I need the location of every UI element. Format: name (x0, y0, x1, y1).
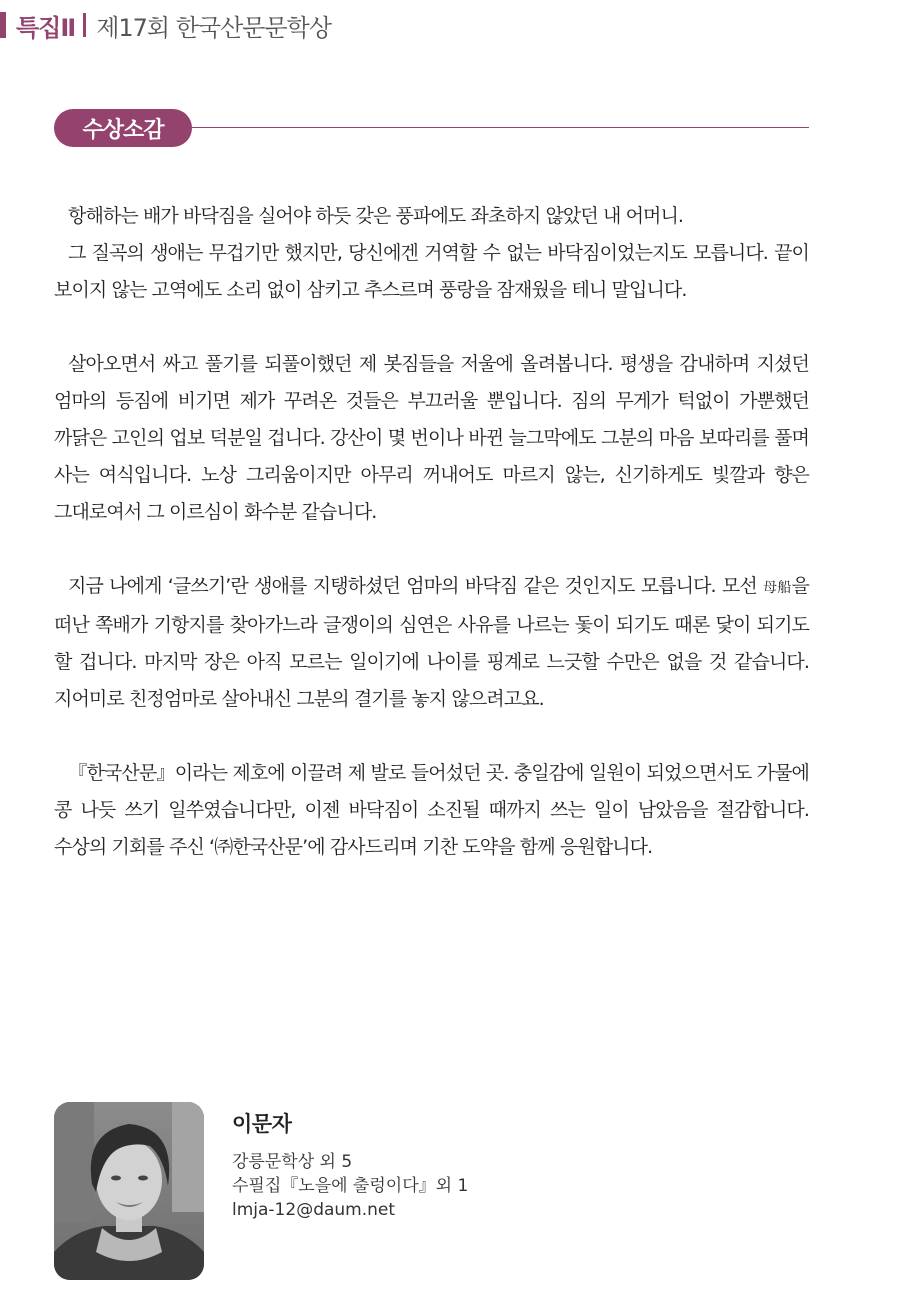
paragraph-3-hanja: 母船 (763, 580, 792, 596)
section-badge: 수상소감 (54, 109, 192, 147)
paragraph-4 (54, 755, 809, 866)
author-email: lmja-12@daum.net (232, 1200, 396, 1220)
article-body (54, 198, 809, 903)
paragraph-1 (54, 198, 809, 309)
author-portrait-photo (54, 1102, 204, 1280)
header-accent-bar (0, 12, 6, 38)
author-name: 이문자 (232, 1112, 292, 1136)
author-portrait-icon (54, 1102, 204, 1280)
section-divider (192, 127, 809, 128)
header-separator (83, 13, 86, 37)
paragraph-4-text: 『한국산문』이라는 제호에 이끌려 제 발로 들어섰던 곳. 충일감에 일원이 되었으면서도 가물에 콩 나듯 쓰기 일쑤였습니다만, 이젠 바닥짐이 소진될 때까지 쓰는 일이 남았음을 절감합니다. 수상의 기회를 주신 ‘㈜한국산문’에 감사드리며 기찬 도약을 함께 응원합니다. (54, 762, 809, 858)
page-header (0, 8, 331, 42)
section-heading (54, 109, 809, 147)
paragraph-2 (54, 346, 809, 531)
paragraph-3-text-b: 을 떠난 쪽배가 기항지를 찾아가느라 글쟁이의 심연은 사유를 나르는 돛이 되기도 때론 닻이 되기도 할 겁니다. 마지막 장은 아직 모르는 일이기에 나이를 핑계로 느긋할 수만은 없을 것 같습니다. 지어미로 친정엄마로 살아내신 그분의 결기를 놓지 않으려고요. (54, 575, 810, 710)
paragraph-1-line-2: 그 질곡의 생애는 무겁기만 했지만, 당신에겐 거역할 수 없는 바닥짐이었는지도 모릅니다. 끝이 보이지 않는 고역에도 소리 없이 삼키고 추스르며 풍랑을 잠재웠을 테니 말입니다. (54, 242, 809, 301)
paragraph-1-line-1: 항해하는 배가 바닥짐을 실어야 하듯 갖은 풍파에도 좌초하지 않았던 내 어머니. (68, 205, 684, 227)
paragraph-2-text: 살아오면서 싸고 풀기를 되풀이했던 제 봇짐들을 저울에 올려봅니다. 평생을 감내하며 지셨던 엄마의 등짐에 비기면 제가 꾸려온 것들은 부끄러울 뿐입니다. 짐의 무게가 턱없이 가뿐했던 까닭은 고인의 업보 덕분일 겁니다. 강산이 몇 번이나 바뀐 늘그막에도 그분의 마음 보따리를 풀며 사는 여식입니다. 노상 그리움이지만 아무리 꺼내어도 마르지 않는, 신기하게도 빛깔과 향은 그대로여서 그 이르심이 화수분 같습니다. (54, 353, 809, 523)
header-special-label: 특집Ⅱ (16, 13, 76, 42)
author-award: 강릉문학상 외 5 (232, 1152, 353, 1172)
header-title: 제17회 한국산문문학상 (96, 13, 332, 42)
paragraph-3-text-a: 지금 나에게 ‘글쓰기’란 생애를 지탱하셨던 엄마의 바닥짐 같은 것인지도 모릅니다. 모선 (68, 575, 757, 597)
paragraph-3 (54, 568, 809, 718)
author-info (232, 1150, 468, 1222)
author-book: 수필집『노을에 출렁이다』외 1 (232, 1176, 469, 1196)
